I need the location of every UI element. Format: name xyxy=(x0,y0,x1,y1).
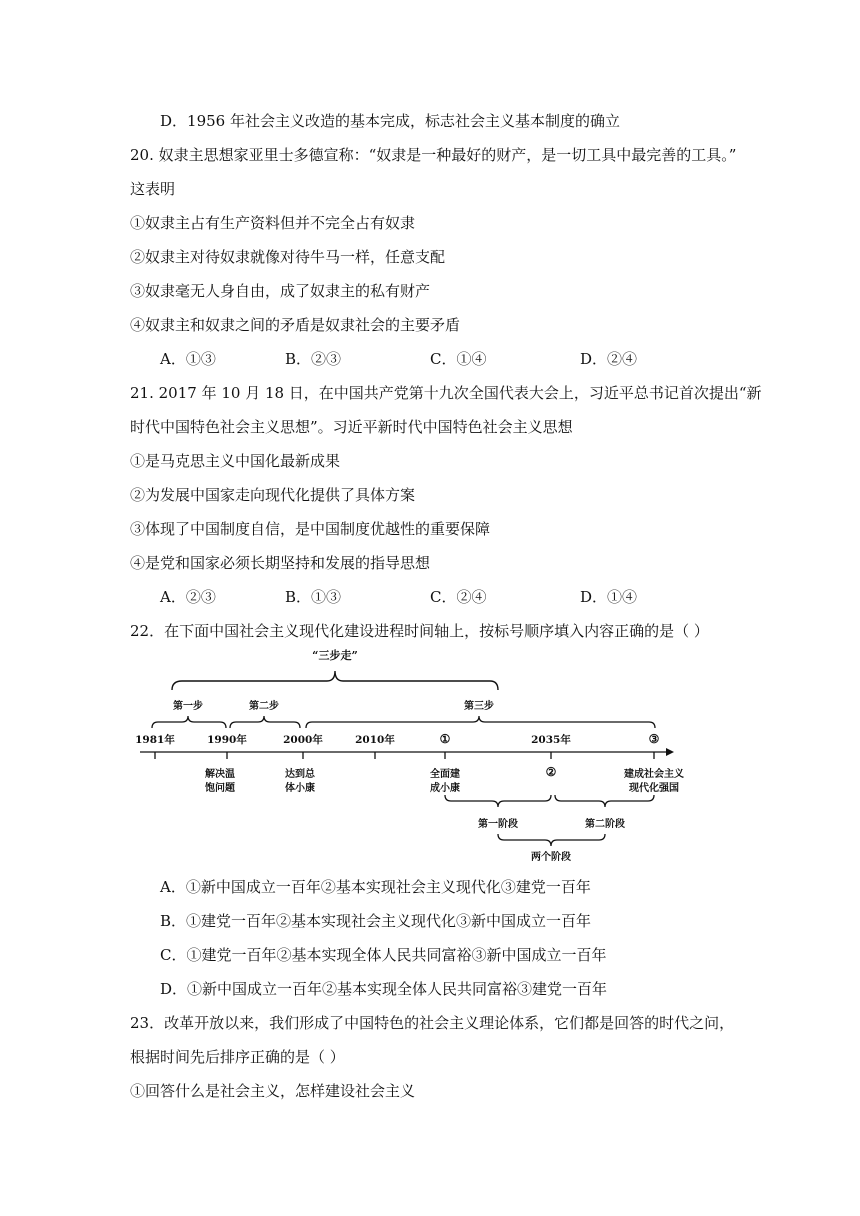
q21-stem-line2: 时代中国特色社会主义思想”。习近平新时代中国特色社会主义思想 xyxy=(130,418,573,436)
phase1-brace xyxy=(445,795,551,807)
axis-arrow-icon xyxy=(666,748,674,756)
marker-2: ② xyxy=(545,765,557,779)
year-2000: 2000年 xyxy=(283,734,323,746)
q20-item-1: ①奴隶主占有生产资料但并不完全占有奴隶 xyxy=(130,214,416,232)
two-phases-brace xyxy=(498,834,605,846)
q22-option-c[interactable]: C．①建党一百年②基本实现全体人民共同富裕③新中国成立一百年 xyxy=(160,946,607,964)
year-2010: 2010年 xyxy=(355,734,395,746)
phase2-label: 第二阶段 xyxy=(585,819,625,830)
step3-brace xyxy=(306,716,655,728)
q23-stem-line1: 23．改革开放以来，我们形成了中国特色的社会主义理论体系，它们都是回答的时代之问， xyxy=(130,1014,735,1032)
below-5-line2: 现代化强国 xyxy=(629,783,679,794)
q19-option-d: D．1956 年社会主义改造的基本完成，标志社会主义基本制度的确立 xyxy=(160,112,620,130)
below-1-line2: 饱问题 xyxy=(205,783,235,794)
q20-item-2: ②奴隶主对待奴隶就像对待牛马一样，任意支配 xyxy=(130,248,446,266)
q20-stem-line1: 20. 奴隶主思想家亚里士多德宣称：“奴隶是一种最好的财产，是一切工具中最完善的工具。” xyxy=(130,146,737,164)
q20-option-d[interactable]: D．②④ xyxy=(580,350,638,368)
q21-option-c[interactable]: C．②④ xyxy=(430,588,487,606)
q21-item-4: ④是党和国家必须长期坚持和发展的指导思想 xyxy=(130,554,431,572)
year-2035: 2035年 xyxy=(531,734,571,746)
q20-option-a[interactable]: A．①③ xyxy=(160,350,216,368)
q21-option-d[interactable]: D．①④ xyxy=(580,588,638,606)
q23-item-1: ①回答什么是社会主义，怎样建设社会主义 xyxy=(130,1082,416,1100)
step1-brace xyxy=(152,716,226,728)
marker-1: ① xyxy=(439,732,451,746)
q21-option-b[interactable]: B．①③ xyxy=(285,588,342,606)
two-phases-label: 两个阶段 xyxy=(531,852,571,863)
q21-options xyxy=(160,587,680,607)
year-1990: 1990年 xyxy=(207,734,247,746)
q22-option-a[interactable]: A．①新中国成立一百年②基本实现社会主义现代化③建党一百年 xyxy=(160,878,591,896)
phase2-brace xyxy=(555,795,654,807)
below-2-line2: 体小康 xyxy=(285,783,315,794)
q21-item-3: ③体现了中国制度自信，是中国制度优越性的重要保障 xyxy=(130,520,491,538)
year-1981: 1981年 xyxy=(135,734,175,746)
q20-option-c[interactable]: C．①④ xyxy=(430,350,487,368)
q22-stem: 22．在下面中国社会主义现代化建设进程时间轴上，按标号顺序填入内容正确的是（ ） xyxy=(130,622,709,640)
below-3-line2: 成小康 xyxy=(430,783,460,794)
step2-label: 第二步 xyxy=(249,701,279,712)
q20-item-4: ④奴隶主和奴隶之间的矛盾是奴隶社会的主要矛盾 xyxy=(130,316,461,334)
q20-options xyxy=(160,349,680,369)
q21-option-a[interactable]: A．②③ xyxy=(160,588,216,606)
below-2-line1: 达到总 xyxy=(285,769,315,780)
q20-item-3: ③奴隶毫无人身自由，成了奴隶主的私有财产 xyxy=(130,282,431,300)
below-3-line1: 全面建 xyxy=(430,769,460,780)
q23-stem-line2: 根据时间先后排序正确的是（ ） xyxy=(130,1048,345,1066)
phase1-label: 第一阶段 xyxy=(478,819,518,830)
step3-label: 第三步 xyxy=(464,701,494,712)
q20-option-b[interactable]: B．②③ xyxy=(285,350,342,368)
q20-stem-line2: 这表明 xyxy=(130,180,176,198)
q22-option-b[interactable]: B．①建党一百年②基本实现社会主义现代化③新中国成立一百年 xyxy=(160,912,592,930)
marker-3: ③ xyxy=(648,732,660,746)
below-1-line1: 解决温 xyxy=(205,769,235,780)
three-steps-label: “三步走” xyxy=(312,649,358,662)
below-5-line1: 建成社会主义 xyxy=(624,769,684,780)
step2-brace xyxy=(230,716,300,728)
q21-stem-line1: 21. 2017 年 10 月 18 日，在中国共产党第十九次全国代表大会上，习近平总书记首次提出“新 xyxy=(130,384,762,402)
q21-item-1: ①是马克思主义中国化最新成果 xyxy=(130,452,341,470)
step1-label: 第一步 xyxy=(173,701,203,712)
q21-item-2: ②为发展中国家走向现代化提供了具体方案 xyxy=(130,486,416,504)
q22-timeline-diagram xyxy=(130,648,690,866)
three-steps-brace xyxy=(172,671,498,690)
q22-option-d[interactable]: D．①新中国成立一百年②基本实现全体人民共同富裕③建党一百年 xyxy=(160,980,608,998)
